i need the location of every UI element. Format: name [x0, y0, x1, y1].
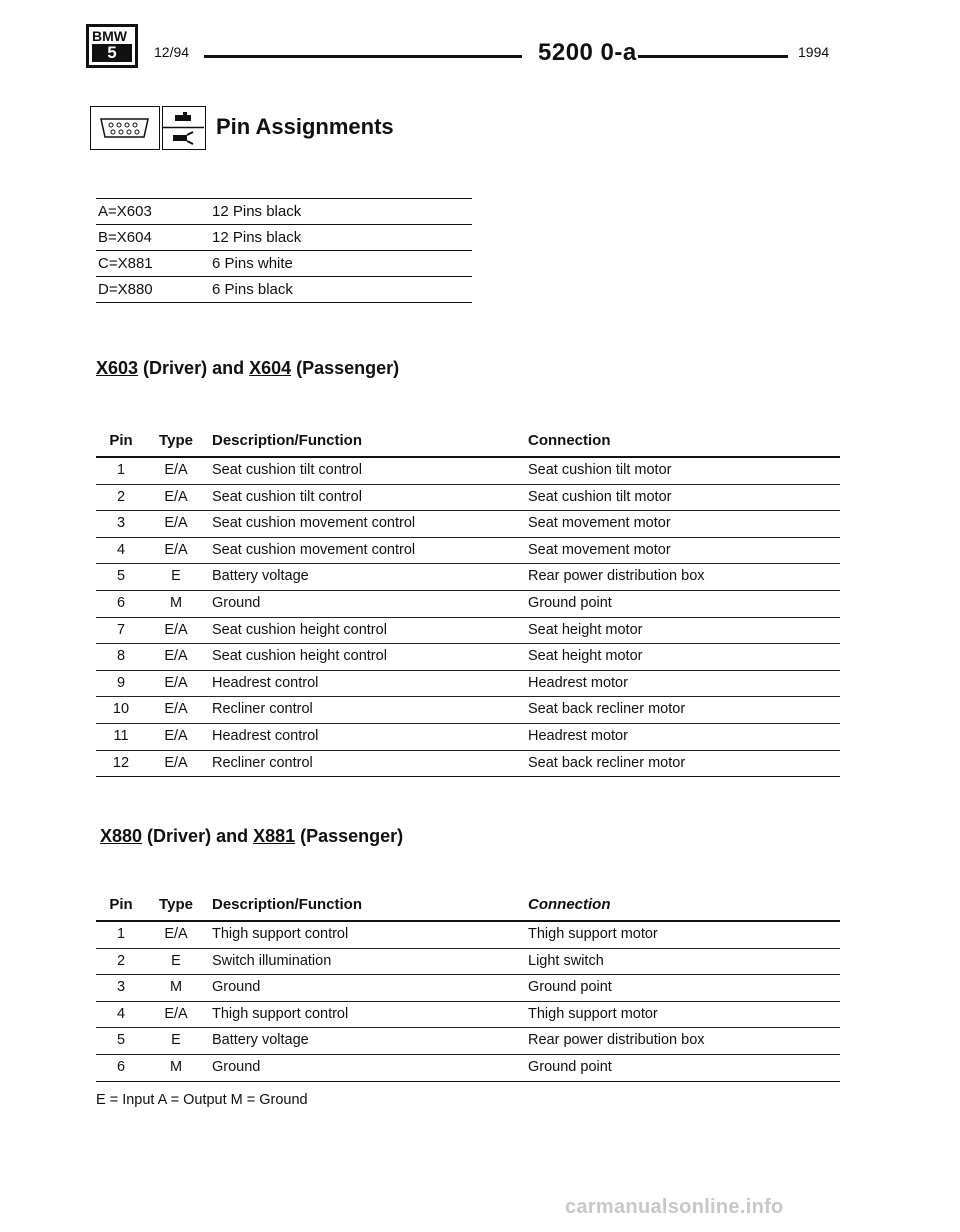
type-cell: E/A	[164, 701, 188, 718]
table-row	[96, 198, 472, 224]
section2-pin-table	[96, 894, 840, 1082]
pin-cell: 11	[113, 727, 129, 744]
connection-cell: Rear power distribution box	[528, 1032, 705, 1049]
column-header-conn: Connection	[528, 896, 611, 913]
description-cell: Ground	[212, 979, 261, 996]
type-cell: E/A	[164, 754, 188, 771]
description-cell: Battery voltage	[212, 1032, 309, 1049]
table-body	[96, 456, 840, 777]
connection-cell: Seat movement motor	[528, 541, 671, 558]
column-header-pin: Pin	[109, 896, 133, 913]
type-cell: E/A	[164, 926, 188, 942]
table-row	[96, 922, 840, 949]
pin-cell: 1	[116, 926, 126, 942]
connection-cell: Seat height motor	[528, 621, 643, 638]
section1-heading-text: (Passenger)	[291, 358, 400, 378]
description-cell: Headrest control	[212, 674, 319, 691]
description-cell: Seat cushion tilt control	[212, 462, 362, 478]
table-header	[96, 430, 840, 456]
page-title: Pin Assignments	[216, 114, 394, 139]
connection-cell: Headrest motor	[528, 674, 628, 691]
pin-cell: 6	[116, 1058, 126, 1075]
type-cell: E	[171, 1032, 181, 1049]
type-cell: E/A	[164, 462, 188, 478]
pin-cell: 5	[116, 568, 126, 585]
pin-cell: 4	[116, 541, 126, 558]
pin-summary-table	[96, 198, 472, 303]
plug-icon	[162, 106, 206, 150]
section1-heading-text: (Driver) and	[138, 358, 250, 378]
bmw-logo	[86, 24, 138, 68]
description-cell: Ground	[212, 594, 261, 611]
table-row	[96, 1002, 840, 1029]
section1-connector-a: X603	[96, 358, 139, 378]
pin-cell: 4	[116, 1005, 126, 1022]
connector-id: D=X880	[98, 281, 153, 298]
connection-cell: Thigh support motor	[528, 1005, 658, 1022]
type-cell: M	[169, 594, 183, 611]
table-row	[96, 276, 472, 303]
pin-cell: 8	[116, 648, 126, 665]
section2-heading-text: (Driver) and	[142, 826, 254, 846]
pin-cell: 9	[116, 674, 126, 691]
pin-cell: 10	[112, 701, 130, 718]
description-cell: Seat cushion tilt control	[212, 488, 362, 505]
table-row	[96, 949, 840, 976]
column-header-desc: Description/Function	[212, 896, 362, 913]
description-cell: Ground	[212, 1058, 261, 1075]
connector-desc: 6 Pins black	[212, 281, 293, 298]
table-row	[96, 1055, 840, 1082]
table-row	[96, 511, 840, 538]
connector-id: B=X604	[98, 229, 152, 246]
connector-id: C=X881	[98, 255, 153, 272]
description-cell: Thigh support control	[212, 926, 349, 942]
description-cell: Headrest control	[212, 727, 319, 744]
description-cell: Seat cushion height control	[212, 648, 387, 665]
description-cell: Switch illumination	[212, 952, 332, 969]
type-cell: E/A	[164, 488, 188, 505]
pin-cell: 3	[116, 979, 126, 996]
table-row	[96, 564, 840, 591]
table-row	[96, 1028, 840, 1055]
connection-cell: Seat movement motor	[528, 515, 671, 532]
pin-cell: 2	[116, 952, 126, 969]
table-row	[96, 671, 840, 698]
legend: E = Input A = Output M = Ground	[96, 1092, 308, 1108]
header-rule-left	[204, 55, 522, 58]
page-header	[86, 24, 846, 68]
type-cell: E/A	[164, 727, 188, 744]
header-year: 1994	[798, 44, 830, 60]
description-cell: Seat cushion movement control	[212, 515, 416, 532]
connection-cell: Seat back recliner motor	[528, 701, 686, 718]
connection-cell: Light switch	[528, 952, 604, 969]
table-body	[96, 920, 840, 1082]
column-header-conn: Connection	[528, 432, 611, 449]
description-cell: Recliner control	[212, 701, 313, 718]
type-cell: E/A	[164, 1005, 188, 1022]
section2-heading	[100, 826, 403, 847]
type-cell: M	[169, 1058, 183, 1075]
section1-heading	[96, 358, 399, 379]
table-row	[96, 697, 840, 724]
type-cell: E	[171, 568, 181, 585]
type-cell: E/A	[164, 621, 188, 638]
section1-pin-table	[96, 430, 840, 777]
table-row	[96, 644, 840, 671]
table-row	[96, 485, 840, 512]
table-row	[96, 591, 840, 618]
connection-cell: Thigh support motor	[528, 926, 658, 942]
section2-connector-b: X881	[253, 826, 296, 846]
connector-desc: 6 Pins white	[212, 255, 293, 272]
header-rule-right	[638, 55, 788, 58]
type-cell: M	[169, 979, 183, 996]
connection-cell: Seat cushion tilt motor	[528, 462, 672, 478]
pin-cell: 7	[116, 621, 126, 638]
type-cell: E/A	[164, 674, 188, 691]
table-header	[96, 894, 840, 920]
pin-cell: 3	[116, 515, 126, 532]
table-row	[96, 250, 472, 276]
connection-cell: Headrest motor	[528, 727, 628, 744]
pin-cell: 12	[112, 754, 130, 771]
pin-cell: 1	[116, 462, 126, 478]
connector-icon	[90, 106, 160, 150]
pin-assignment-icon	[90, 106, 208, 152]
column-header-type: Type	[159, 432, 193, 449]
table-row	[96, 751, 840, 778]
logo-brand: BMW	[92, 28, 127, 44]
description-cell: Battery voltage	[212, 568, 309, 585]
type-cell: E/A	[164, 515, 188, 532]
pin-cell: 2	[116, 488, 126, 505]
watermark: carmanualsonline.info	[565, 1196, 784, 1218]
type-cell: E/A	[164, 541, 188, 558]
column-header-pin: Pin	[109, 432, 133, 449]
connector-desc: 12 Pins black	[212, 203, 302, 220]
connection-cell: Ground point	[528, 979, 612, 996]
table-row	[96, 975, 840, 1002]
header-title: 5200 0-a	[538, 39, 637, 66]
section2-connector-a: X880	[100, 826, 143, 846]
connector-id: A=X603	[98, 203, 152, 220]
connection-cell: Seat height motor	[528, 648, 643, 665]
table-row	[96, 224, 472, 250]
table-row	[96, 458, 840, 485]
logo-series: 5	[92, 44, 132, 62]
section1-connector-b: X604	[249, 358, 292, 378]
column-header-desc: Description/Function	[212, 432, 362, 449]
connection-cell: Ground point	[528, 1058, 612, 1075]
table-row	[96, 618, 840, 645]
section2-heading-text: (Passenger)	[295, 826, 404, 846]
pin-cell: 6	[116, 594, 126, 611]
description-cell: Thigh support control	[212, 1005, 349, 1022]
connection-cell: Seat back recliner motor	[528, 754, 686, 771]
connection-cell: Ground point	[528, 594, 612, 611]
table-row	[96, 724, 840, 751]
description-cell: Seat cushion movement control	[212, 541, 416, 558]
pin-cell: 5	[116, 1032, 126, 1049]
description-cell: Recliner control	[212, 754, 313, 771]
connection-cell: Seat cushion tilt motor	[528, 488, 672, 505]
connection-cell: Rear power distribution box	[528, 568, 705, 585]
table-row	[96, 538, 840, 565]
column-header-type: Type	[159, 896, 193, 913]
type-cell: E/A	[164, 648, 188, 665]
type-cell: E	[171, 952, 181, 969]
description-cell: Seat cushion height control	[212, 621, 387, 638]
header-date: 12/94	[154, 44, 190, 60]
connector-desc: 12 Pins black	[212, 229, 302, 246]
